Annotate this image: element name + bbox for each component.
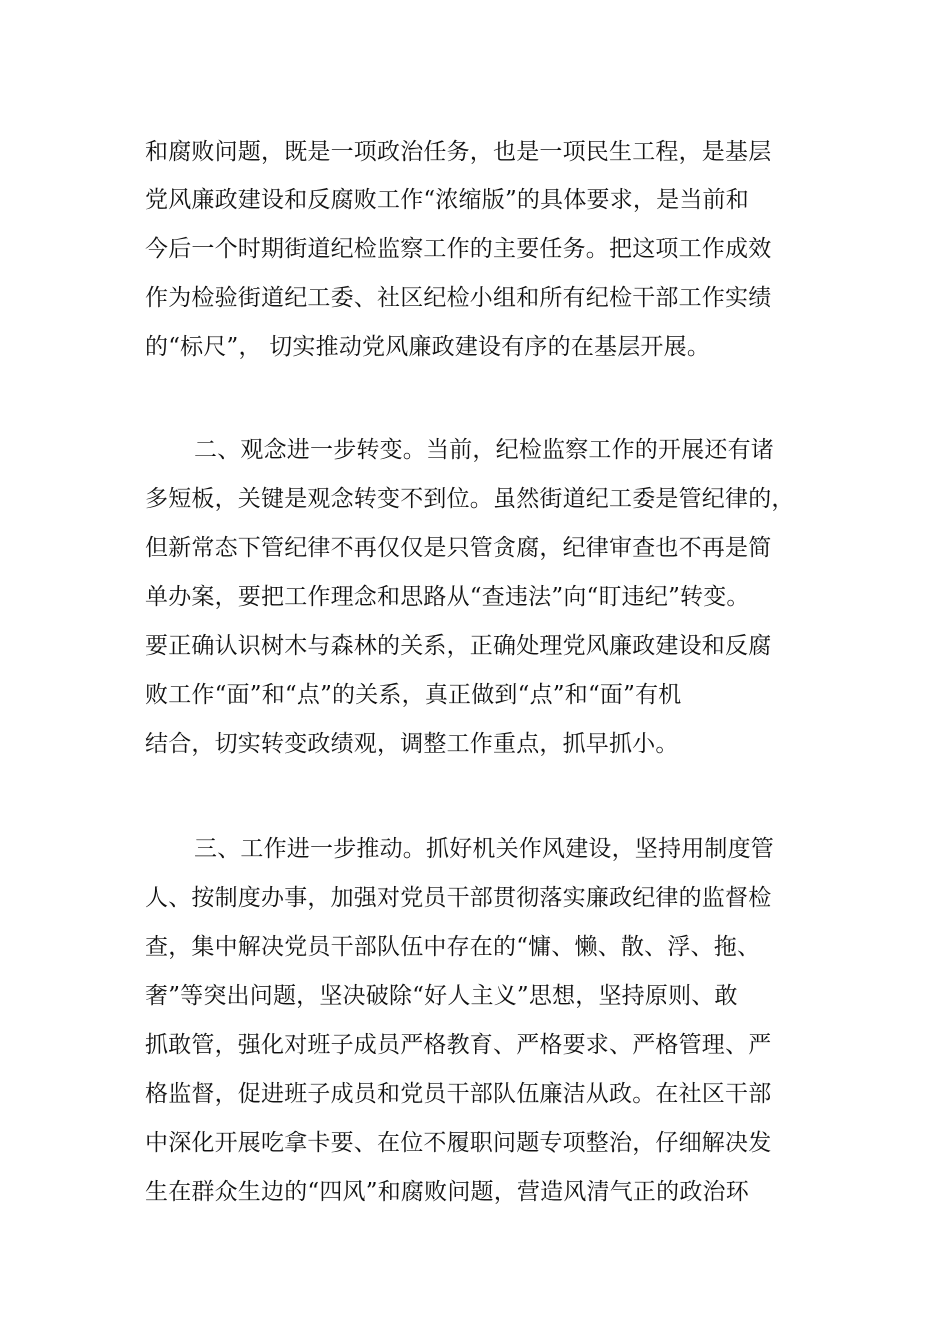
paragraph-3-line-2: 人、按制度办事，加强对党员干部贯彻落实廉政纪律的监督检 [145,885,772,911]
paragraph-1-line-2: 党风廉政建设和反腐败工作“浓缩版”的具体要求，是当前和 [145,187,749,213]
paragraph-1-line-3: 今后一个时期街道纪检监察工作的主要任务。把这项工作成效 [145,236,772,262]
paragraph-3-line-1: 三、工作进一步推动。抓好机关作风建设，坚持用制度管 [194,836,774,862]
paragraph-1-line-5: 的“标尺”， 切实推动党风廉政建设有序的在基层开展。 [145,334,711,360]
paragraph-2-line-4: 单办案，要把工作理念和思路从“查违法”向“盯违纪”转变。 [145,584,750,610]
paragraph-2-line-6: 败工作“面”和“点”的关系，真正做到“点”和“面”有机 [145,682,682,708]
paragraph-3-line-3: 查，集中解决党员干部队伍中存在的“慵、懒、散、浮、拖、 [145,934,761,960]
paragraph-3-line-7: 中深化开展吃拿卡要、在位不履职问题专项整治，仔细解决发 [145,1130,772,1156]
paragraph-3-line-8: 生在群众生边的“四风”和腐败问题，营造风清气正的政治环 [145,1179,749,1205]
paragraph-3-line-4: 奢”等突出问题，坚决破除“好人主义”思想，坚持原则、敢 [145,983,738,1009]
paragraph-1-line-4: 作为检验街道纪工委、社区纪检小组和所有纪检干部工作实绩 [145,285,772,311]
paragraph-3-line-5: 抓敢管，强化对班子成员严格教育、严格要求、严格管理、严 [145,1032,772,1058]
paragraph-2-line-5: 要正确认识树木与森林的关系，正确处理党风廉政建设和反腐 [145,633,772,659]
paragraph-2-line-1: 二、观念进一步转变。当前，纪检监察工作的开展还有诸 [194,437,774,463]
paragraph-2-line-2: 多短板，关键是观念转变不到位。虽然街道纪工委是管纪律的， [145,486,795,512]
paragraph-1-line-1: 和腐败问题，既是一项政治任务，也是一项民生工程，是基层 [145,139,772,165]
paragraph-2-line-3: 但新常态下管纪律不再仅仅是只管贪腐，纪律审查也不再是简 [145,535,772,561]
paragraph-2-line-7: 结合，切实转变政绩观，调整工作重点，抓早抓小。 [145,731,679,757]
paragraph-3-line-6: 格监督，促进班子成员和党员干部队伍廉洁从政。在社区干部 [145,1081,772,1107]
